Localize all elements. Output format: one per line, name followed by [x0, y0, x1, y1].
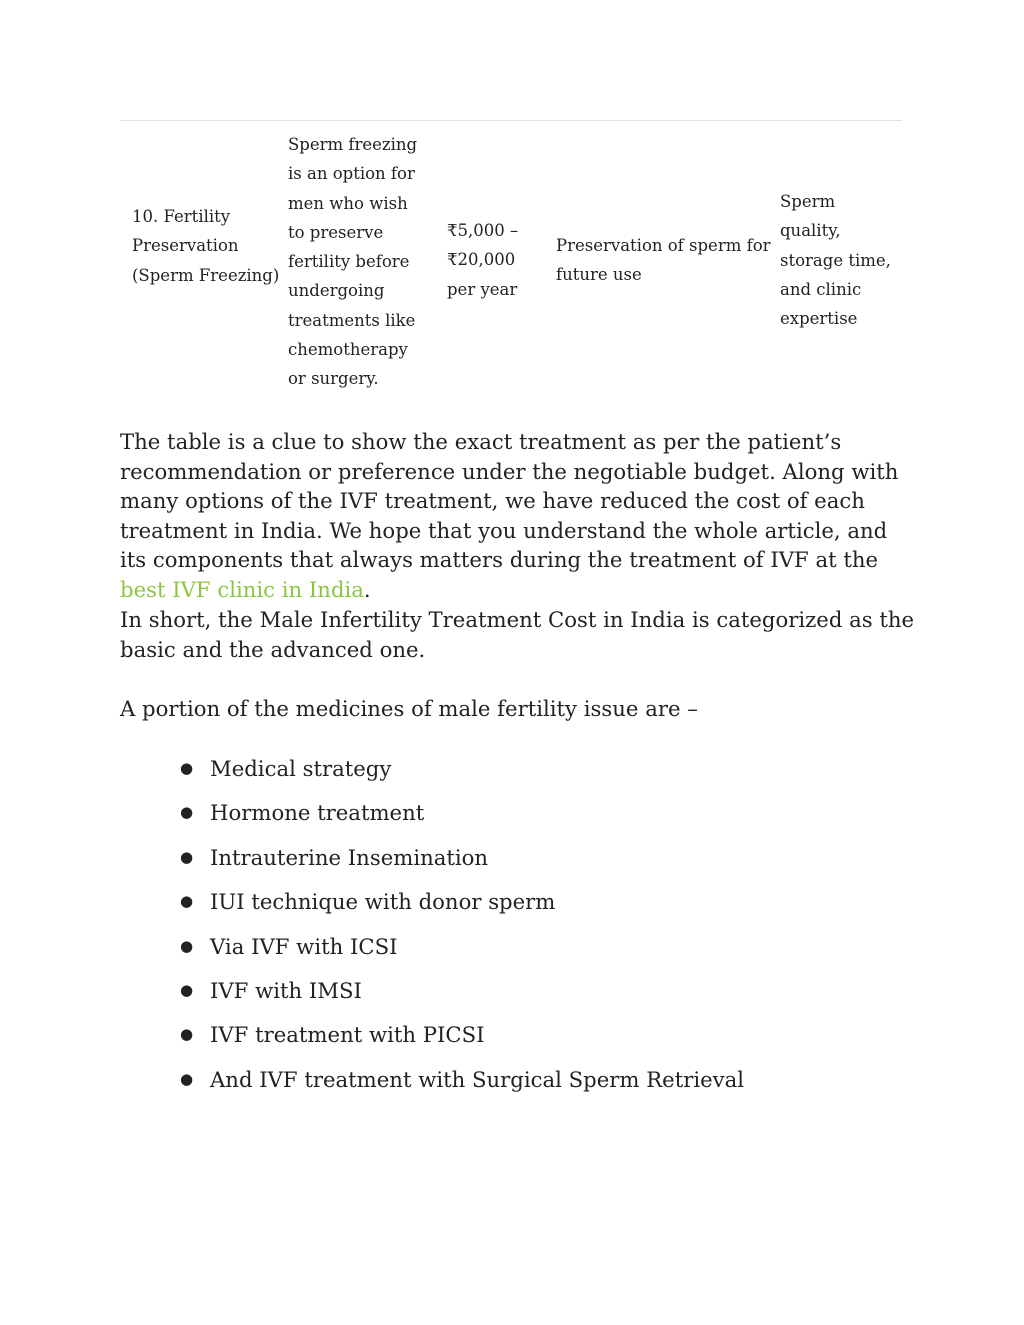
- list-intro-paragraph: A portion of the medicines of male fertility issue are –: [120, 696, 698, 721]
- list-item: [120, 887, 744, 931]
- summary-text: The table is a clue to show the exact treatment as per the patient’s recommendation or preference under the negotiable budget. Along with many options of the IVF treatment, we have reduced the cost of each treatment in India. We hope that you understand the whole article, and its components that always matters during the treatment of IVF at the: [120, 429, 899, 572]
- bullet-icon: ●: [180, 980, 194, 999]
- list-item-text: IVF treatment with PICSI: [210, 1022, 485, 1048]
- list-item: [120, 843, 744, 887]
- summary-end: .: [363, 576, 371, 602]
- table-cell-purpose: Preservation of sperm for future use: [556, 236, 771, 285]
- table-cell-factors: Sperm quality, storage time, and clinic expertise: [780, 192, 891, 329]
- list-item: [120, 976, 744, 1020]
- summary-paragraph: [120, 427, 920, 604]
- bullet-icon: ●: [180, 803, 194, 822]
- list-item-text: Hormone treatment: [210, 800, 425, 826]
- table-cell-description: Sperm freezing is an option for men who wish to preserve fertility before undergoing treatments like chemotherapy or surgery.: [288, 135, 418, 389]
- bullet-icon: ●: [180, 759, 194, 777]
- bullet-icon: ●: [180, 936, 194, 955]
- list-item: [120, 1020, 744, 1064]
- list-item-text: And IVF treatment with Surgical Sperm Retrieval: [210, 1066, 745, 1092]
- bullet-icon: ●: [180, 847, 194, 866]
- list-item: [120, 932, 744, 976]
- list-item: [120, 1065, 744, 1109]
- best-ivf-clinic-link[interactable]: best IVF clinic in India: [120, 576, 364, 602]
- short-summary-paragraph: In short, the Male Infertility Treatment Cost in India is categorized as the basic and the advanced one.: [120, 607, 915, 662]
- bullet-icon: ●: [180, 1025, 194, 1044]
- treatment-list: [120, 754, 744, 1109]
- list-item-text: Via IVF with ICSI: [210, 933, 398, 959]
- list-item: [120, 798, 744, 842]
- table-cell-treatment: 10. Fertility Preservation (Sperm Freezing): [132, 207, 280, 285]
- list-item: [120, 754, 744, 798]
- bullet-icon: ●: [180, 892, 194, 911]
- table-cell-cost: ₹5,000 – ₹20,000 per year: [447, 221, 519, 299]
- list-item-text: Medical strategy: [210, 756, 392, 781]
- list-item-text: IUI technique with donor sperm: [210, 889, 556, 915]
- table-top-rule: [120, 120, 902, 121]
- list-item-text: Intrauterine Insemination: [210, 844, 489, 870]
- list-item-text: IVF with IMSI: [210, 977, 362, 1003]
- bullet-icon: ●: [180, 1069, 194, 1088]
